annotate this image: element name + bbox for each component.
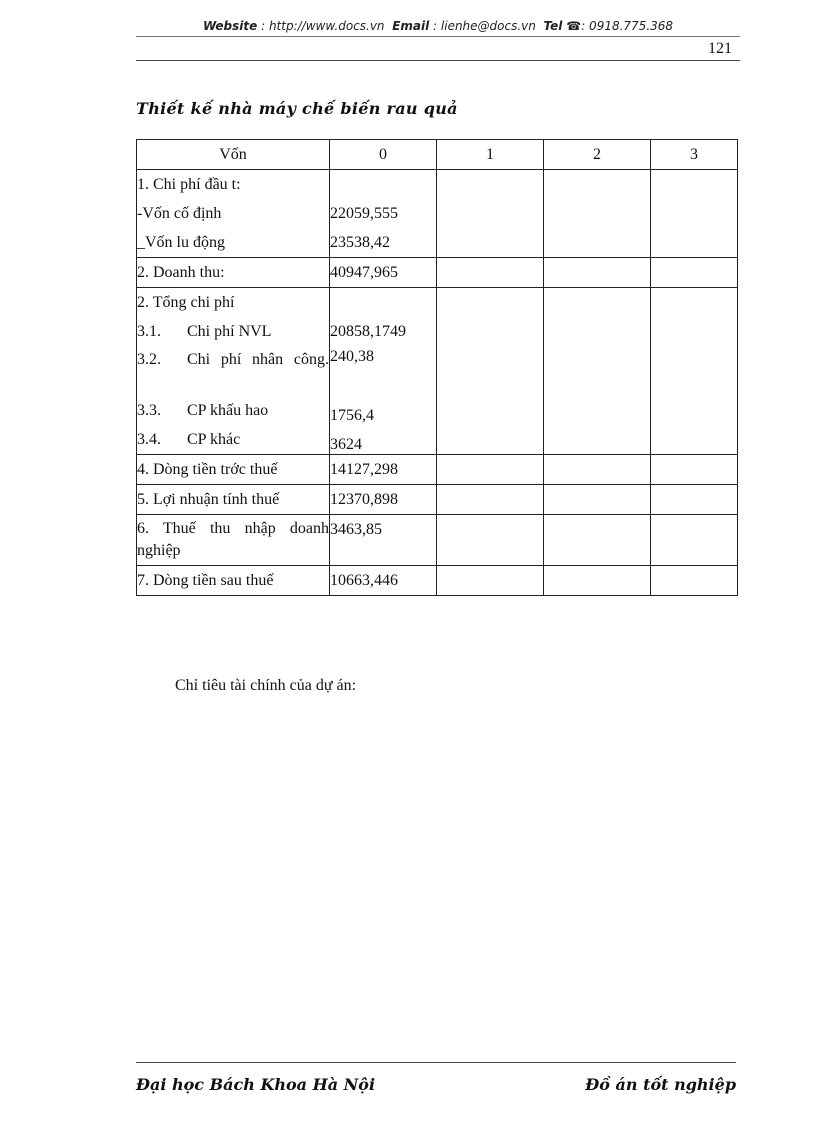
- column-header: Vốn: [137, 140, 330, 170]
- empty-cell: [651, 288, 738, 455]
- empty-cell: [437, 485, 544, 515]
- phone-icon: ☎: [566, 19, 582, 33]
- row-value: 22059,555 23538,42: [330, 170, 437, 258]
- row-label: 2. Tổng chi phí 3.1. Chi phí NVL 3.2. Chi phí nhân công. 3.3. CP khấu hao 3.4. CP khác: [137, 288, 330, 455]
- row-label: 5. Lợi nhuận tính thuế: [137, 485, 330, 515]
- row-label: 1. Chi phí đầu t: -Vốn cố định _Vốn lu động: [137, 170, 330, 258]
- table-row: [137, 170, 738, 258]
- empty-cell: [437, 170, 544, 258]
- table-row: [137, 485, 738, 515]
- row-value: 40947,965: [330, 258, 437, 288]
- column-header: 2: [544, 140, 651, 170]
- tel-value: : 0918.775.368: [581, 19, 674, 33]
- empty-cell: [544, 485, 651, 515]
- table-row: [137, 258, 738, 288]
- table-row: [137, 455, 738, 485]
- website-url[interactable]: : http://www.docs.vn: [261, 19, 385, 33]
- row-label: 2. Doanh thu:: [137, 258, 330, 288]
- row-value: 3463,85: [330, 515, 437, 566]
- page-number: 121: [708, 40, 732, 57]
- document-title: Thiết kế nhà máy chế biến rau quả: [136, 99, 458, 118]
- financial-table: [136, 139, 738, 596]
- email-label: Email: [392, 19, 430, 33]
- row-label: 7. Dòng tiền sau thuế: [137, 566, 330, 596]
- table-row: [137, 566, 738, 596]
- footer-divider: [136, 1062, 736, 1063]
- table-row: [137, 288, 738, 455]
- website-label: Website: [202, 19, 258, 33]
- row-label: 6. Thuế thu nhập doanh nghiệp: [137, 515, 330, 566]
- financial-indicators-heading: Chỉ tiêu tài chính của dự án:: [175, 677, 357, 694]
- table-header-row: [137, 140, 738, 170]
- header-divider-lower: [136, 60, 740, 61]
- tel-label: Tel: [543, 19, 563, 33]
- footer-university: Đại học Bách Khoa Hà Nội: [136, 1075, 376, 1094]
- empty-cell: [651, 170, 738, 258]
- empty-cell: [651, 515, 738, 566]
- empty-cell: [437, 515, 544, 566]
- empty-cell: [544, 566, 651, 596]
- empty-cell: [544, 455, 651, 485]
- empty-cell: [651, 258, 738, 288]
- row-value: 14127,298: [330, 455, 437, 485]
- empty-cell: [437, 258, 544, 288]
- empty-cell: [437, 288, 544, 455]
- empty-cell: [651, 455, 738, 485]
- empty-cell: [651, 566, 738, 596]
- footer-project: Đồ án tốt nghiệp: [585, 1075, 736, 1094]
- row-value: 20858,1749 240,38 1756,4 3624: [330, 288, 437, 455]
- column-header: 0: [330, 140, 437, 170]
- row-label: 4. Dòng tiền trớc thuế: [137, 455, 330, 485]
- empty-cell: [544, 515, 651, 566]
- row-value: 12370,898: [330, 485, 437, 515]
- empty-cell: [437, 455, 544, 485]
- table-row: [137, 515, 738, 566]
- empty-cell: [651, 485, 738, 515]
- header-divider: [136, 36, 740, 37]
- website-header: [140, 19, 736, 33]
- row-value: 10663,446: [330, 566, 437, 596]
- column-header: 3: [651, 140, 738, 170]
- empty-cell: [544, 258, 651, 288]
- empty-cell: [544, 170, 651, 258]
- empty-cell: [544, 288, 651, 455]
- email-value[interactable]: : lienhe@docs.vn: [433, 19, 536, 33]
- column-header: 1: [437, 140, 544, 170]
- empty-cell: [437, 566, 544, 596]
